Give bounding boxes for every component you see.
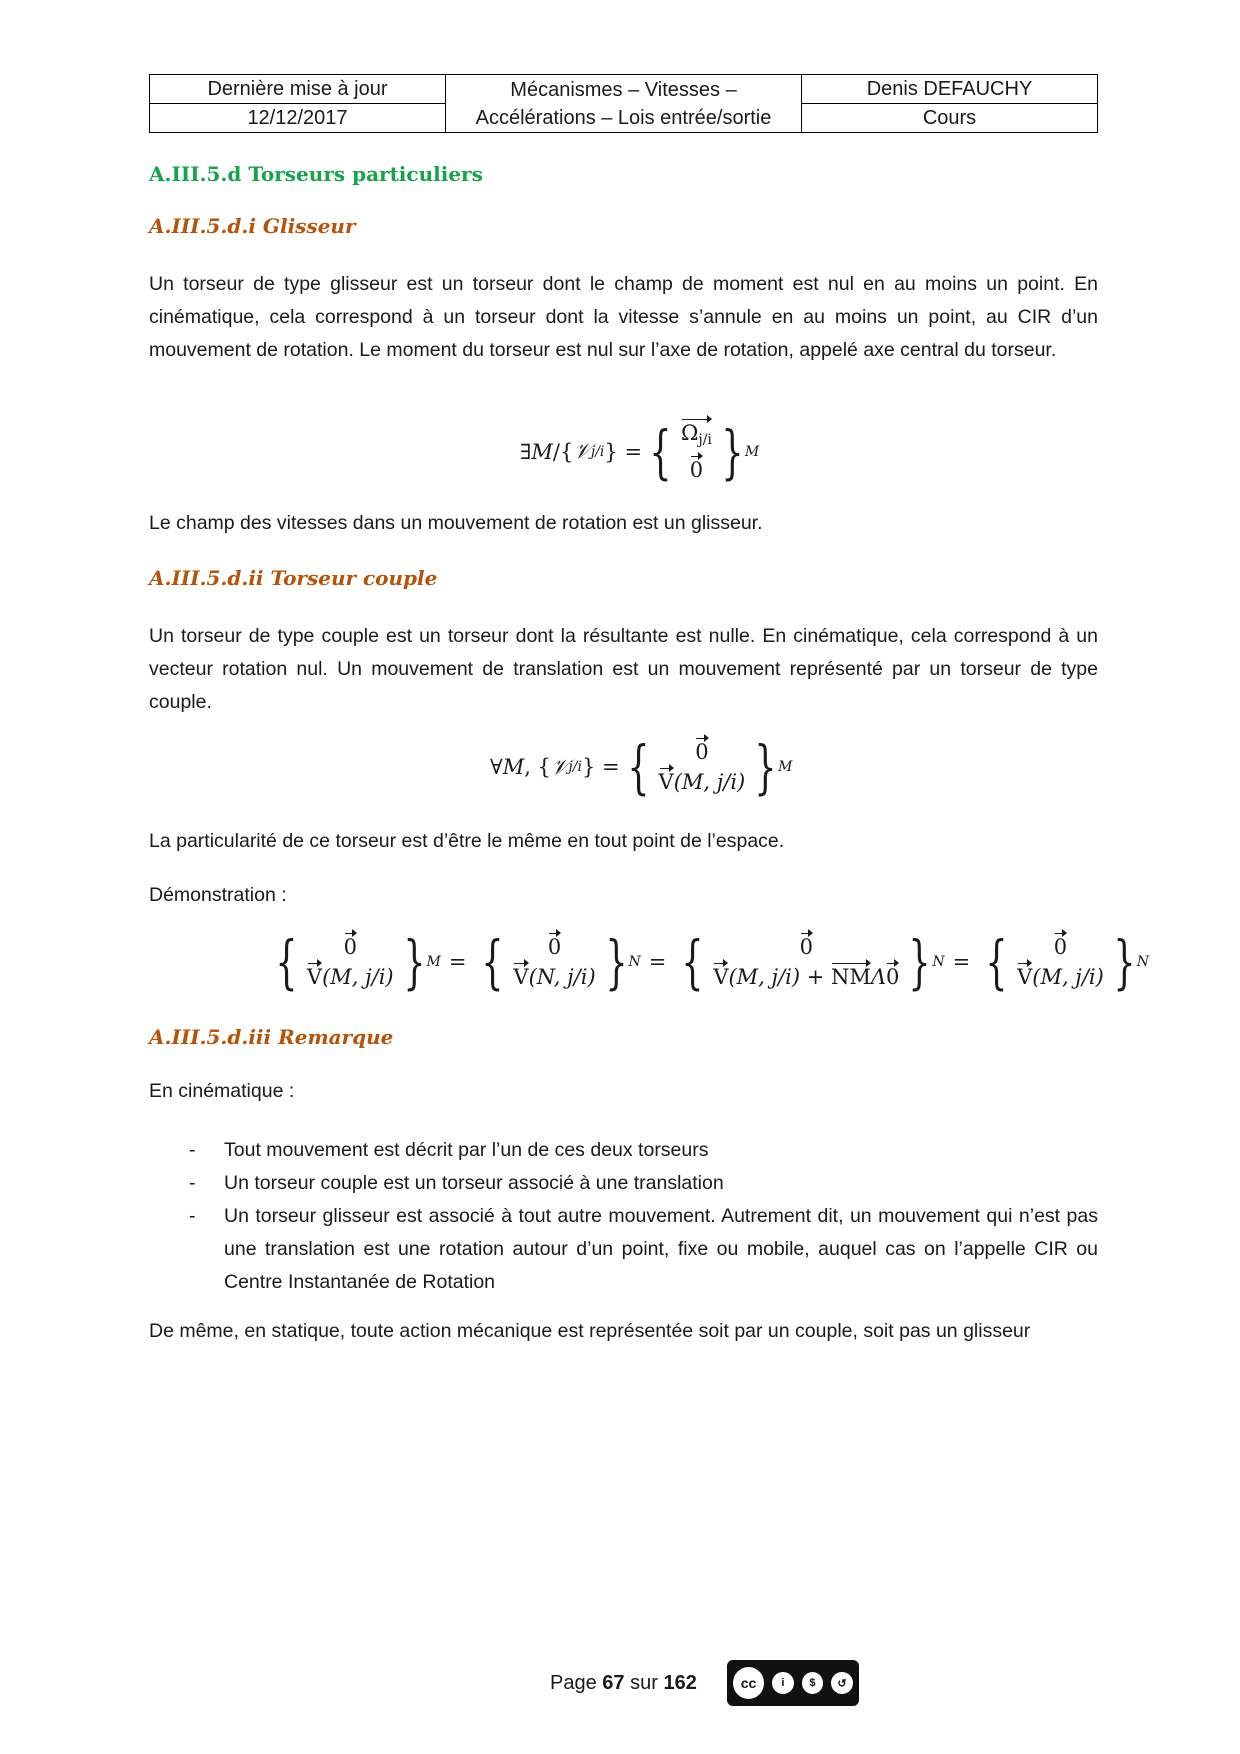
course-title-line2: Accélérations – Lois entrée/sortie: [475, 106, 772, 129]
header-table: [149, 74, 1098, 133]
remarque-list: [149, 1134, 1098, 1299]
glisseur-conclusion: Le champ des vitesses dans un mouvement de rotation est un glisseur.: [149, 512, 763, 534]
glisseur-formula: ∃ M /{ 𝒱 j/i } = { Ωj/i 0 } M: [520, 417, 760, 486]
demonstration-formula: { 0 V(M, j/i) } M = { 0 V(N, j/i) } N = { 0 V(M, j/i) + NMΛ0 } N = { 0 V(M, j/i) } N: [275, 928, 1149, 996]
section-title: A.III.5.d Torseurs particuliers: [149, 162, 483, 186]
glisseur-title: A.III.5.d.i Glisseur: [149, 214, 356, 238]
remarque-closing: De même, en statique, toute action mécanique est représentée soit par un couple, soit pas un glisseur: [149, 1320, 1031, 1342]
page-footer: [550, 1660, 859, 1706]
remarque-title: A.III.5.d.iii Remarque: [149, 1025, 394, 1049]
couple-property: La particularité de ce torseur est d’être le même en tout point de l’espace.: [149, 830, 785, 852]
header-left-cell: [150, 75, 446, 132]
cc-logo-icon: cc: [731, 1665, 766, 1701]
list-item: - Tout mouvement est décrit par l’un de ces deux torseurs: [189, 1139, 709, 1161]
remarque-intro: En cinématique :: [149, 1080, 295, 1102]
couple-title: A.III.5.d.ii Torseur couple: [149, 566, 438, 590]
course-title-line1: Mécanismes – Vitesses –: [510, 78, 737, 101]
sa-icon: ↺: [829, 1670, 855, 1696]
couple-formula: ∀ M , { 𝒱 j/i } = { 0 V(M, j/i) } M: [490, 733, 793, 801]
last-update-label: Dernière mise à jour: [150, 75, 445, 104]
glisseur-paragraph: Un torseur de type glisseur est un torseur dont le champ de moment est nul en au moins un point. En cinématique, cela correspond à un torseur dont la vitesse s’annule en au moins un point, au CIR d’un mouvement de rotation. Le moment du torseur est nul sur l’axe de rotation, appelé axe central du torseur.: [149, 273, 1098, 361]
author-name: Denis DEFAUCHY: [802, 75, 1097, 104]
list-item: - Un torseur couple est un torseur associé à une translation: [189, 1172, 724, 1194]
header-mid-cell: [446, 75, 802, 132]
couple-paragraph: Un torseur de type couple est un torseur dont la résultante est nulle. En cinématique, cela correspond à un vecteur rotation nul. Un mouvement de translation est un mouvement représenté par un torseur de type couple.: [149, 625, 1098, 713]
list-item: - Un torseur glisseur est associé à tout autre mouvement. Autrement dit, un mouvement qui n’est pas une translation est une rotation autour d’un point, fixe ou mobile, auquel cas on l’appelle CIR ou Centre Instantanée de Rotation: [189, 1205, 1098, 1293]
last-update-date: 12/12/2017: [247, 106, 348, 129]
by-icon: i: [770, 1670, 796, 1696]
page-number-text: Page 67 sur 162: [550, 1671, 697, 1694]
demo-label: Démonstration :: [149, 884, 287, 906]
cc-license-badge-icon: [727, 1660, 859, 1706]
header-right-cell: [802, 75, 1097, 132]
document-type: Cours: [922, 106, 977, 129]
nc-icon: $: [800, 1670, 826, 1696]
